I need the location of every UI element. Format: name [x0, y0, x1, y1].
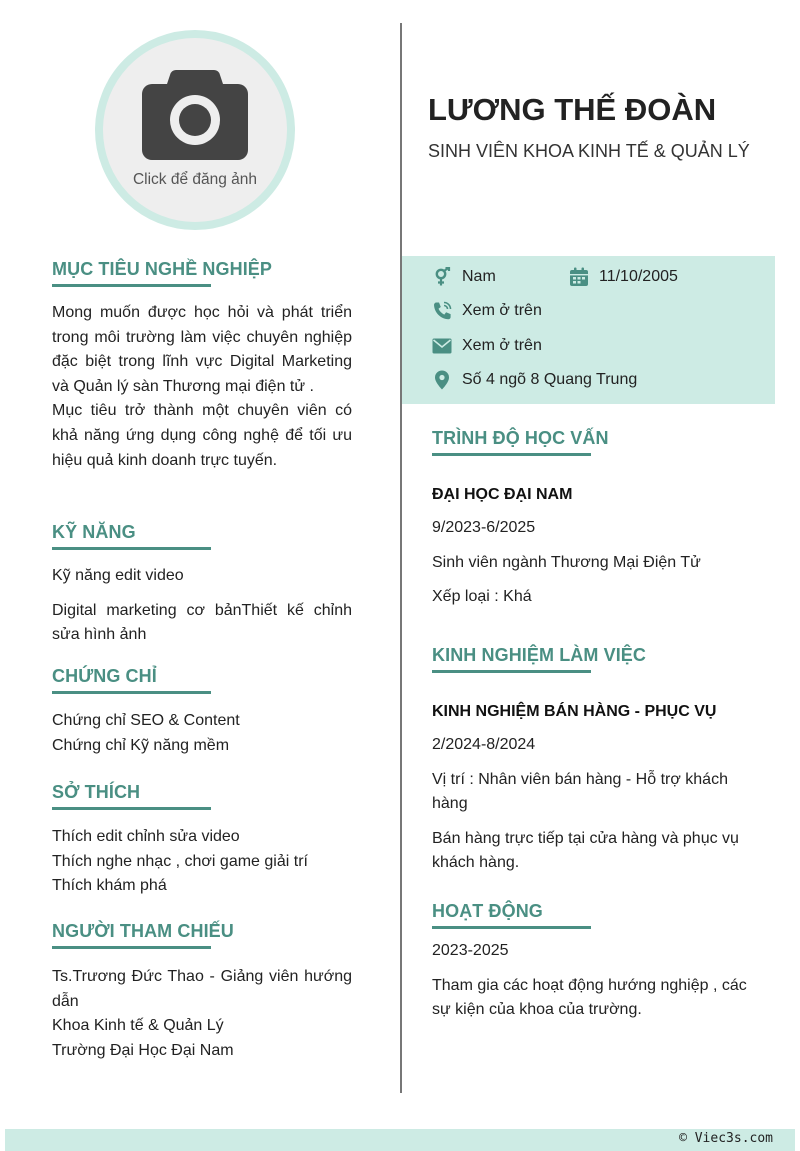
skills-section [52, 522, 352, 648]
footer-bar [5, 1129, 795, 1151]
phone-icon [432, 301, 452, 321]
contact-birthday: 11/10/2005 [569, 267, 678, 287]
experience-section [432, 645, 762, 876]
activity-period: 2023-2025 [432, 942, 509, 959]
section-underline [52, 284, 211, 287]
section-title: SỞ THÍCH [52, 782, 141, 802]
avatar-caption: Click để đăng ảnh [132, 171, 258, 188]
contact-phone: Xem ở trên [432, 301, 542, 321]
calendar-icon [569, 267, 589, 287]
job-subtitle: SINH VIÊN KHOA KINH TẾ & QUẢN LÝ [428, 141, 750, 161]
location-pin-icon [432, 370, 452, 390]
list-item: Khoa Kinh tế & Quản Lý [52, 1017, 224, 1035]
section-title: HOẠT ĐỘNG [432, 901, 543, 921]
contact-address: Số 4 ngõ 8 Quang Trung [432, 370, 637, 390]
hobbies-section [52, 782, 352, 899]
job-description: Bán hàng trực tiếp tại cửa hàng và phục vụ khách hàng. [432, 829, 739, 872]
list-item: Chứng chỉ Kỹ năng mềm [52, 736, 230, 754]
objective-text: Mong muốn được học hỏi và phát triển trong môi trường làm việc chuyên nghiệp đặc biệt trong lĩnh vực Digital Marketing và Quản lý sàn Thương mại điện tử . [52, 304, 352, 395]
education-grade: Xếp loại : Khá [432, 588, 532, 606]
column-divider [400, 23, 402, 1093]
references-section [52, 921, 352, 1063]
job-position: Vị trí : Nhân viên bán hàng - Hỗ trợ khách hàng [432, 770, 728, 813]
objective-text: Mục tiêu trở thành một chuyên viên có khả năng ứng dụng công nghệ để tối ưu hiệu quả kinh doanh trực tuyến. [52, 402, 352, 469]
section-title: TRÌNH ĐỘ HỌC VẤN [432, 428, 609, 448]
school-name: ĐẠI HỌC ĐẠI NAM [432, 486, 573, 503]
gender-icon [432, 267, 452, 287]
list-item: Thích khám phá [52, 877, 167, 895]
list-item: Ts.Trương Đức Thao - Giảng viên hướng dẫn [52, 968, 352, 1010]
objective-section [52, 259, 352, 473]
certificates-section [52, 666, 352, 758]
section-title: KỸ NĂNG [52, 522, 136, 542]
section-underline [432, 453, 591, 456]
job-title: KINH NGHIỆM BÁN HÀNG - PHỤC VỤ [432, 703, 717, 720]
education-period: 9/2023-6/2025 [432, 519, 536, 536]
education-section [432, 428, 762, 610]
section-underline [52, 547, 211, 550]
section-underline [432, 670, 591, 673]
list-item: Thích edit chỉnh sửa video [52, 828, 240, 845]
list-item: Chứng chỉ SEO & Content [52, 712, 240, 729]
section-title: KINH NGHIỆM LÀM VIỆC [432, 645, 647, 665]
education-major: Sinh viên ngành Thương Mại Điện Tử [432, 553, 701, 571]
camera-icon [140, 66, 250, 161]
section-underline [52, 807, 211, 810]
section-title: MỤC TIÊU NGHỀ NGHIỆP [52, 259, 273, 279]
activity-description: Tham gia các hoạt động hướng nghiệp , các sự kiện của khoa của trường. [432, 976, 747, 1019]
section-title: CHỨNG CHỈ [52, 666, 157, 686]
section-underline [52, 691, 211, 694]
avatar-upload[interactable] [95, 30, 295, 230]
section-title: NGƯỜI THAM CHIẾU [52, 921, 234, 941]
job-period: 2/2024-8/2024 [432, 736, 536, 753]
activities-section [432, 901, 762, 1023]
contact-email: Xem ở trên [432, 336, 542, 356]
footer-credit: © Viec3s.com [679, 1131, 773, 1146]
list-item: Thích nghe nhạc , chơi game giải trí [52, 852, 308, 870]
full-name: LƯƠNG THẾ ĐOÀN [428, 92, 717, 127]
list-item: Trường Đại Học Đại Nam [52, 1041, 234, 1059]
list-item: Kỹ năng edit video [52, 567, 184, 584]
envelope-icon [432, 336, 452, 356]
contact-gender: Nam [432, 267, 496, 287]
section-underline [432, 926, 591, 929]
section-underline [52, 946, 211, 949]
list-item: Digital marketing cơ bảnThiết kế chỉnh sửa hình ảnh [52, 601, 352, 644]
